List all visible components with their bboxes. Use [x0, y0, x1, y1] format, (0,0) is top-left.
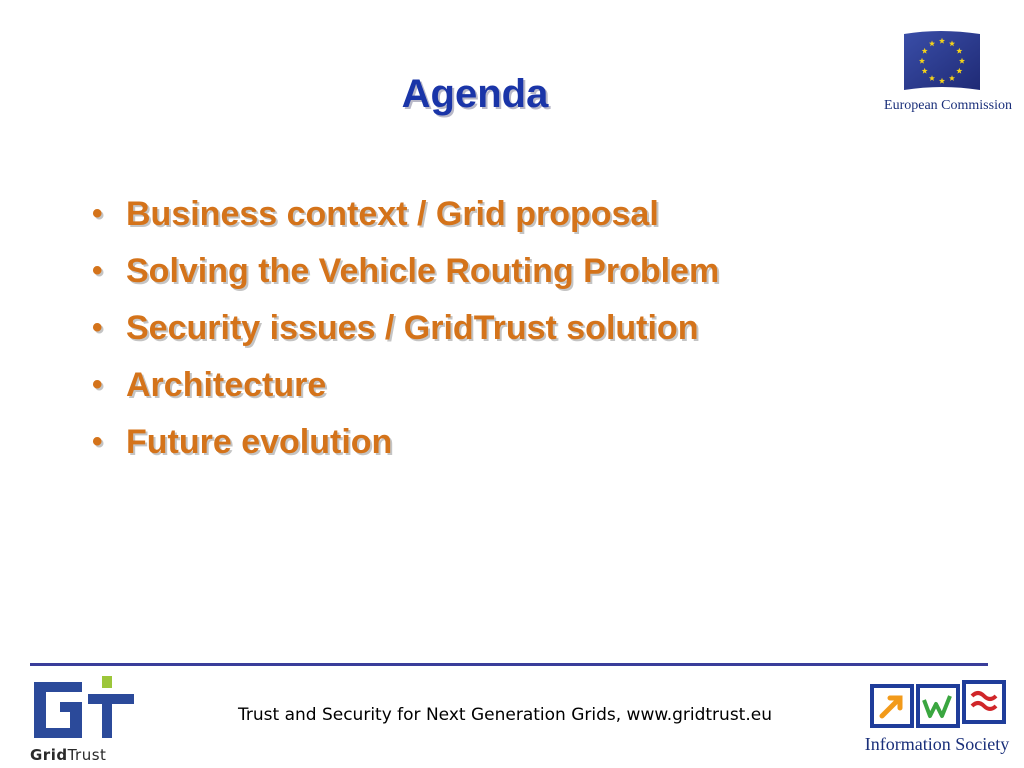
agenda-item-label: Future evolution: [126, 423, 393, 461]
european-commission-label: European Commission: [884, 98, 1012, 113]
bullet-icon: •: [92, 368, 103, 401]
bullet-icon: •: [92, 425, 103, 458]
agenda-item: [92, 302, 719, 359]
agenda-item-label: Security issues / GridTrust solution: [126, 309, 699, 347]
agenda-item-label: Architecture: [126, 366, 327, 404]
gridtrust-label: GridTrust: [30, 746, 107, 764]
footer-divider: [30, 663, 988, 666]
agenda-item-label: Business context / Grid proposal: [126, 195, 659, 233]
bullet-icon: •: [92, 254, 103, 287]
bullet-icon: •: [92, 311, 103, 344]
european-commission-logo: [872, 26, 1024, 118]
information-society-mark-icon: [850, 678, 1024, 732]
agenda-item: [92, 188, 719, 245]
information-society-logo: [850, 678, 1024, 762]
information-society-label: Information Society: [864, 734, 1010, 754]
agenda-item-label: Solving the Vehicle Routing Problem: [126, 252, 720, 290]
bullet-icon: •: [92, 197, 103, 230]
agenda-item: [92, 359, 719, 416]
gridtrust-mark-icon: [30, 672, 140, 744]
agenda-item: [92, 416, 719, 473]
footer-text: Trust and Security for Next Generation Grids, www.gridtrust.eu: [238, 705, 772, 725]
slide-title: Agenda: [401, 72, 549, 116]
eu-flag-icon: [900, 28, 984, 94]
gridtrust-logo: [30, 672, 140, 766]
agenda-list: [92, 188, 719, 473]
agenda-item: [92, 245, 719, 302]
